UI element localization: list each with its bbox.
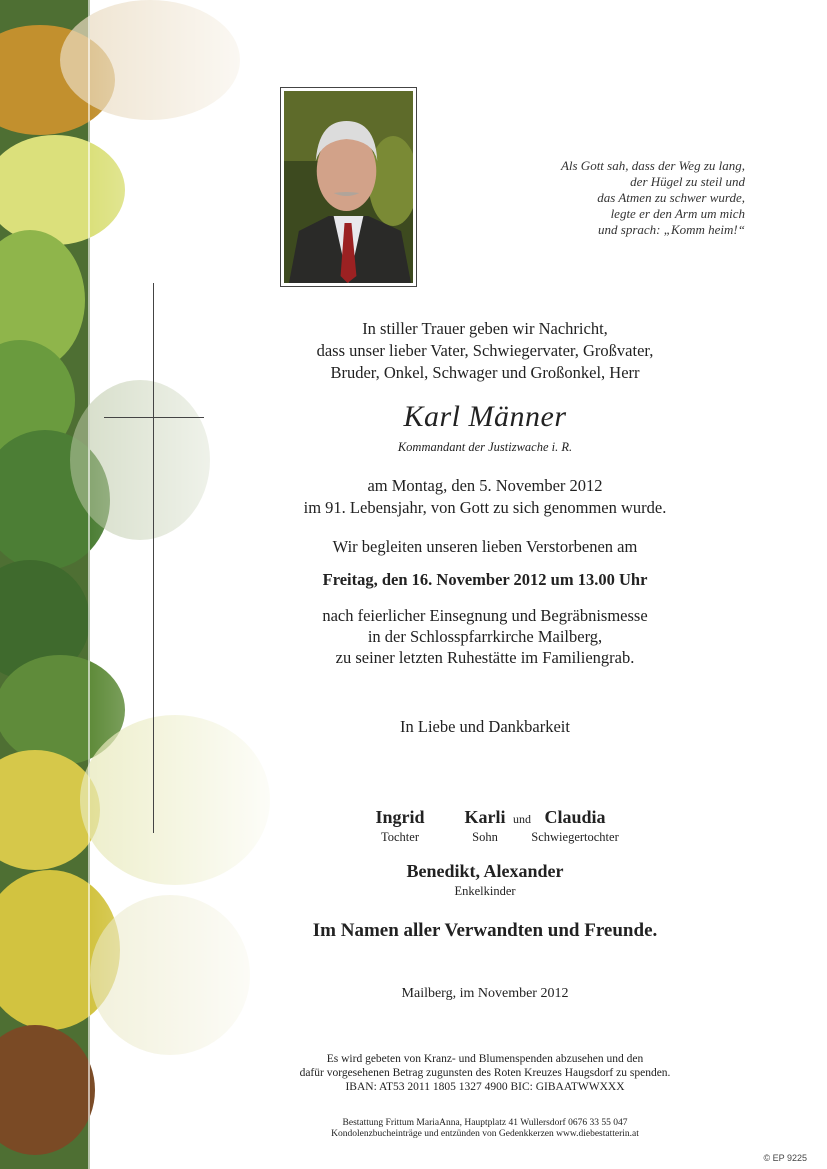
mourner-grandchildren bbox=[200, 861, 770, 899]
portrait-photo bbox=[280, 87, 417, 287]
funeral-detail-line: in der Schlosspfarrkirche Mailberg, bbox=[367, 627, 603, 646]
mourner-name: Karli bbox=[464, 807, 506, 827]
deceased-title: Kommandant der Justizwache i. R. bbox=[397, 440, 573, 454]
und-connector: und bbox=[513, 812, 531, 826]
death-line: im 91. Lebensjahr, von Gott zu sich genommen wurde. bbox=[303, 498, 667, 517]
quote-line: und sprach: „Komm heim!“ bbox=[598, 222, 745, 237]
death-info bbox=[200, 475, 770, 519]
note-line: dafür vorgesehenen Betrag zugunsten des Roten Kreuzes Haugsdorf zu spenden. bbox=[299, 1067, 671, 1079]
undertaker-line: Kondolenzbucheinträge und entzünden von Gedenkkerzen www.diebestatterin.at bbox=[331, 1129, 639, 1139]
mourner-name: Claudia bbox=[544, 807, 606, 827]
death-line: am Montag, den 5. November 2012 bbox=[367, 476, 603, 495]
funeral-detail-line: zu seiner letzten Ruhestätte im Familiengrab. bbox=[335, 648, 635, 667]
mourner-role: Sohn bbox=[472, 830, 498, 844]
mourner-role: Schwiegertochter bbox=[531, 830, 619, 844]
quote-line: das Atmen zu schwer wurde, bbox=[597, 190, 745, 205]
undertaker-line: Bestattung Frittum MariaAnna, Hauptplatz 41 Wullersdorf 0676 33 55 047 bbox=[342, 1118, 628, 1128]
undertaker-info bbox=[200, 1118, 770, 1140]
announcement-line: dass unser lieber Vater, Schwiegervater, Großvater, bbox=[316, 341, 654, 360]
announcement-line: In stiller Trauer geben wir Nachricht, bbox=[362, 319, 608, 338]
print-code: © EP 9225 bbox=[763, 1153, 807, 1163]
cross-horizontal bbox=[104, 417, 204, 418]
place-date: Mailberg, im November 2012 bbox=[401, 986, 569, 1001]
funeral-date: Freitag, den 16. November 2012 um 13.00 Uhr bbox=[322, 570, 648, 589]
donation-note bbox=[200, 1052, 770, 1094]
border-divider bbox=[88, 0, 90, 1169]
announcement-line: Bruder, Onkel, Schwager und Großonkel, Herr bbox=[330, 363, 640, 382]
epitaph-quote bbox=[420, 158, 745, 238]
mourner-ingrid bbox=[360, 807, 440, 845]
cross-vertical bbox=[153, 283, 154, 833]
quote-line: Als Gott sah, dass der Weg zu lang, bbox=[560, 158, 745, 173]
quote-line: der Hügel zu steil und bbox=[630, 174, 745, 189]
deceased-name: Karl Männer bbox=[403, 400, 567, 433]
note-line: Es wird gebeten von Kranz- und Blumenspenden abzusehen und den bbox=[326, 1053, 644, 1065]
note-line: IBAN: AT53 2011 1805 1327 4900 BIC: GIBAATWWXXX bbox=[345, 1081, 625, 1093]
quote-line: legte er den Arm um mich bbox=[610, 206, 745, 221]
funeral-details bbox=[200, 605, 770, 668]
all-relatives-line: Im Namen aller Verwandten und Freunde. bbox=[312, 920, 658, 941]
thanks-line: In Liebe und Dankbarkeit bbox=[400, 717, 570, 736]
mourner-karli bbox=[455, 807, 515, 845]
mourner-name: Ingrid bbox=[375, 807, 425, 827]
funeral-intro: Wir begleiten unseren lieben Verstorbenen am bbox=[332, 537, 638, 556]
mourner-role: Tochter bbox=[381, 830, 419, 844]
grandchildren-names: Benedikt, Alexander bbox=[406, 861, 564, 881]
funeral-detail-line: nach feierlicher Einsegnung und Begräbnismesse bbox=[322, 606, 648, 625]
grandchildren-role: Enkelkinder bbox=[454, 884, 516, 898]
mourner-claudia bbox=[520, 807, 630, 845]
announcement-text bbox=[200, 318, 770, 384]
